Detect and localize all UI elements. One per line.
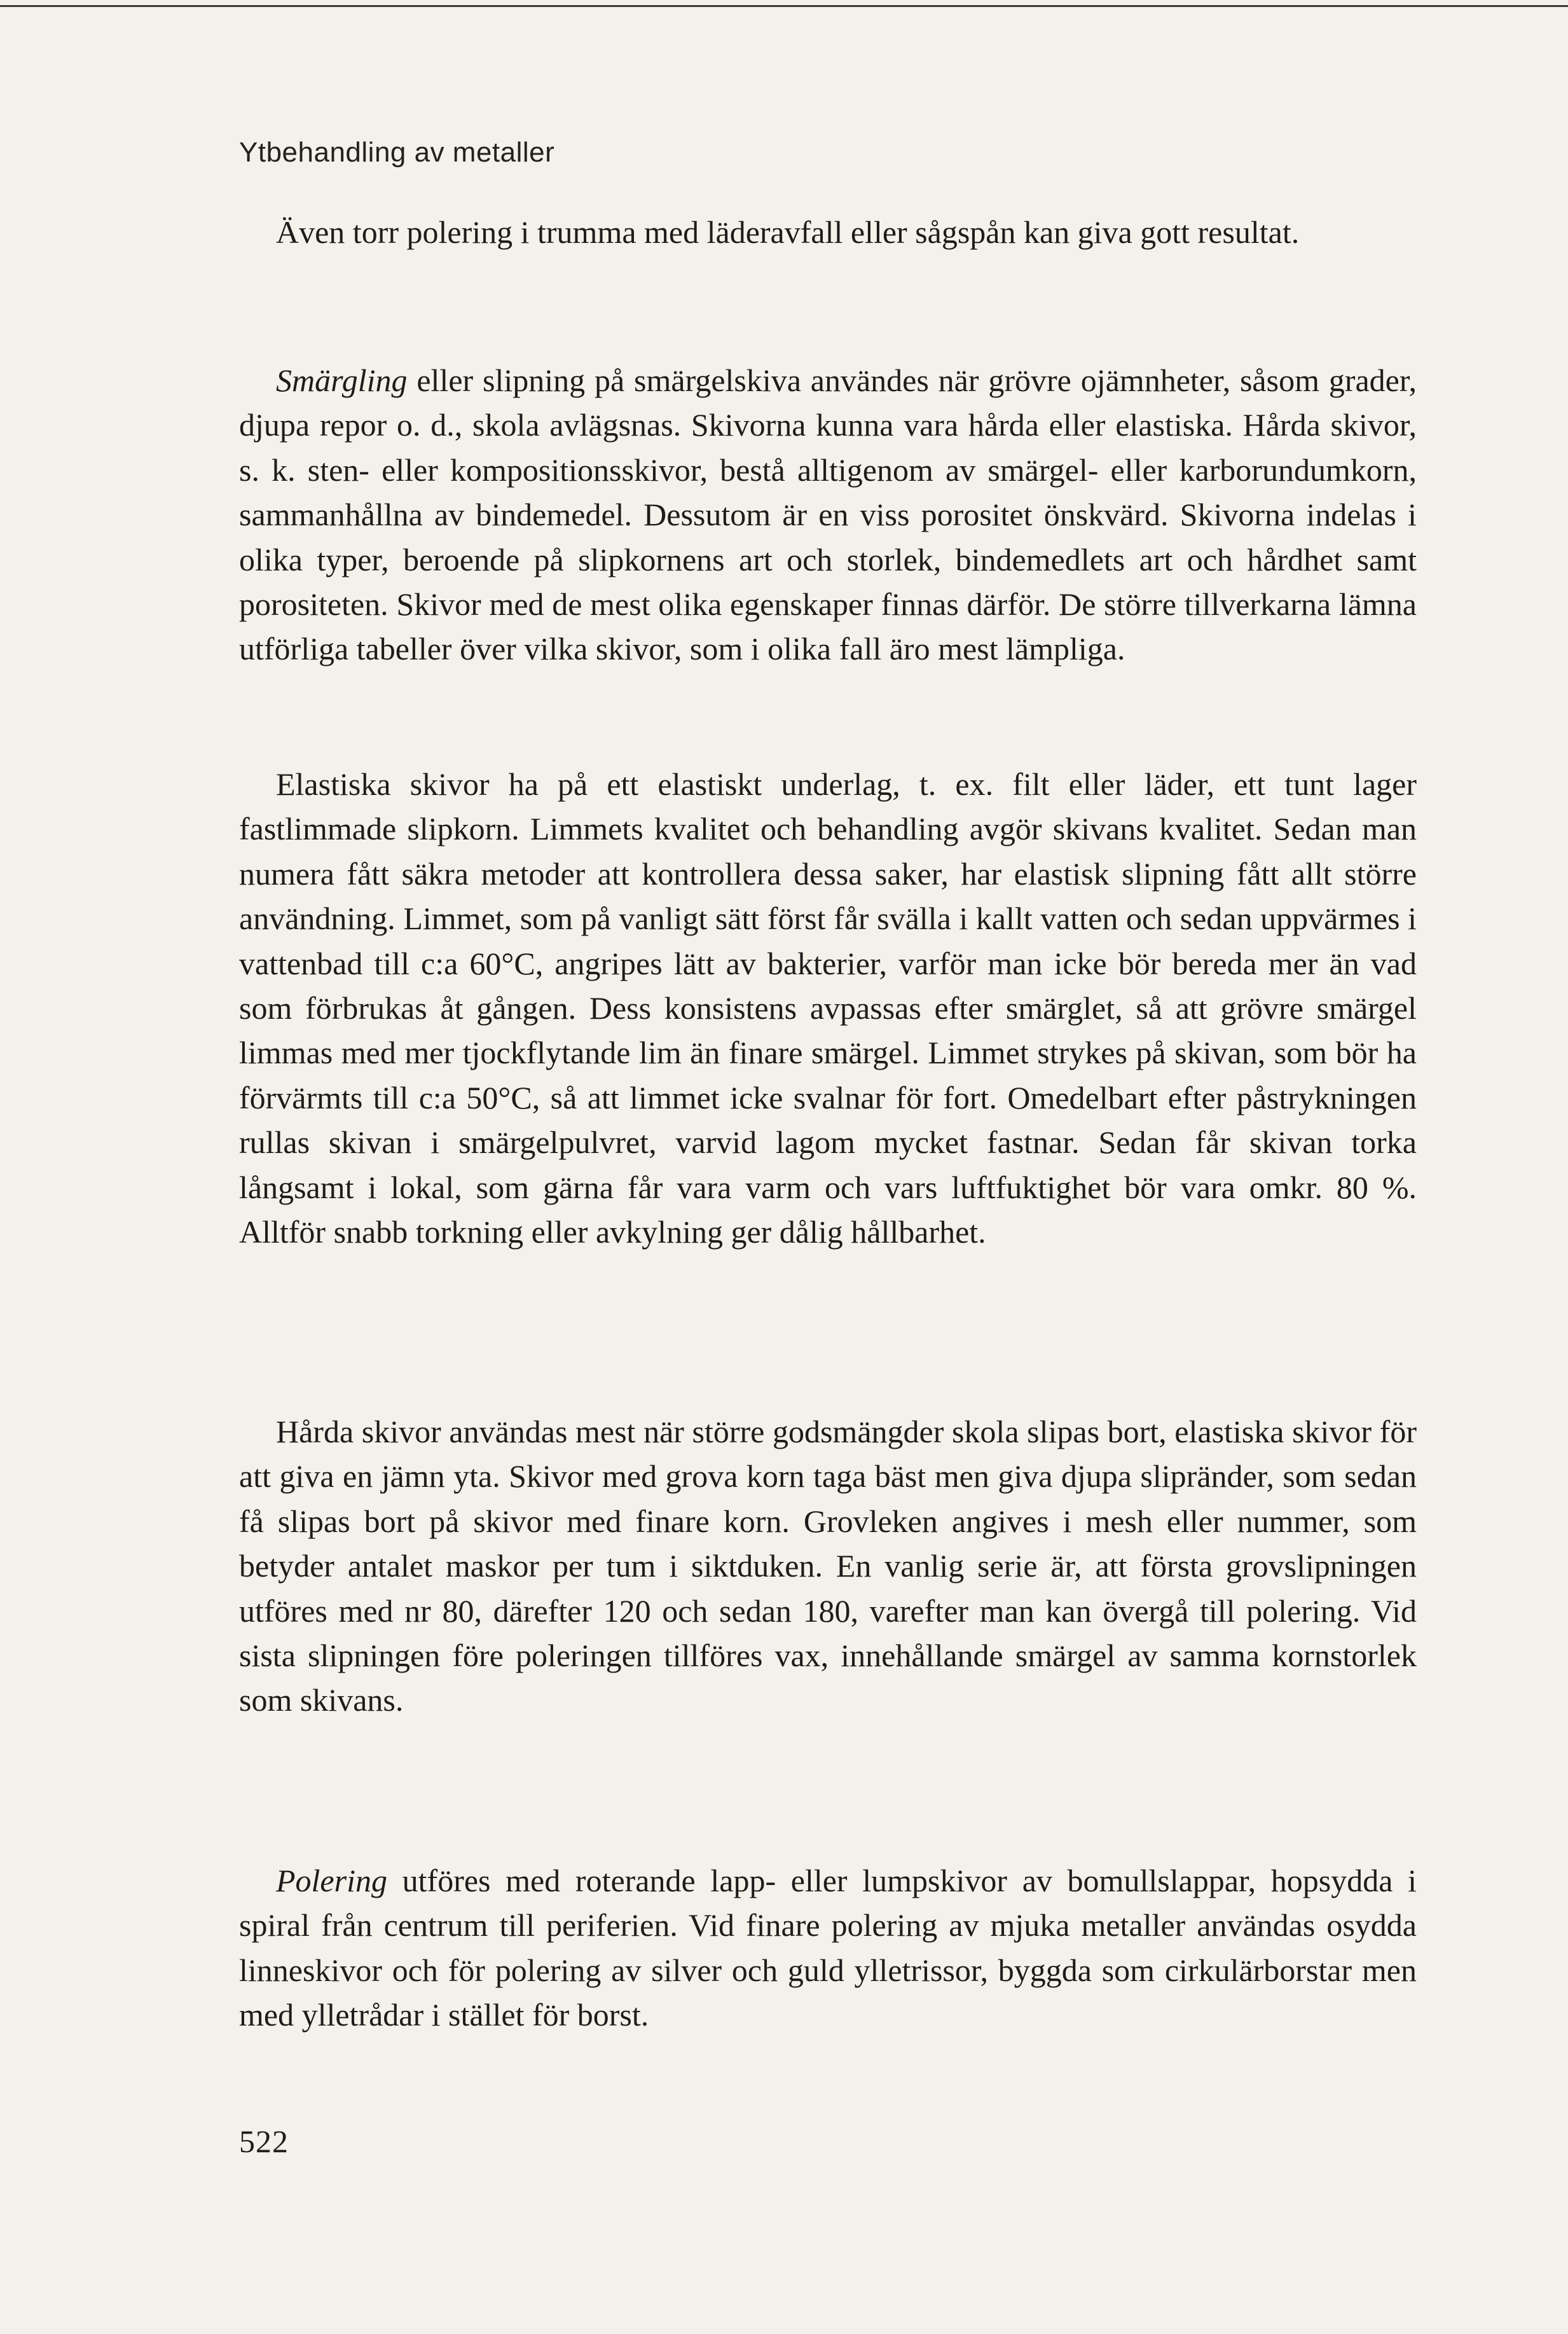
page-number: 522 <box>239 2123 289 2159</box>
paragraph-grinding <box>239 358 1417 672</box>
paragraph-polishing-body: utföres med roterande lapp- eller lumpskivor av bomullslappar, hopsydda i spiral från centrum till periferien. Vid finare polering av mjuka metaller användas osydda linneskivor och för polering av silver och guld ylletrissor, byggda som cirkulärborstar men med ylletrådar i stället för borst. <box>239 1863 1417 2033</box>
paragraph-tumble-polishing: Även torr polering i trumma med läderavfall eller sågspån kan giva gott resultat. <box>276 214 1300 250</box>
term-polering: Polering <box>276 1863 387 1898</box>
paragraph-polishing <box>239 1858 1417 2038</box>
top-edge-rule <box>0 5 1568 7</box>
running-title: Ytbehandling av metaller <box>239 137 555 168</box>
paragraph-elastic-wheels: Elastiska skivor ha på ett elastiskt underlag, t. ex. filt eller läder, ett tunt lager fastlimmade slipkorn. Limmets kvalitet och behandling avgör skivans kvalitet. Sedan man numera fått säkra metoder att kontrollera dessa saker, har elastisk slipning fått allt större användning. Limmet, som på vanligt sätt först får svälla i kallt vatten och sedan uppvärmes i vattenbad till c:a 60°C, angripes lätt av bakterier, varför man icke bör bereda mer än vad som förbrukas åt gången. Dess konsistens avpassas efter smärglet, så att grövre smärgel limmas med mer tjockflytande lim än finare smärgel. Limmet strykes på skivan, som bör ha förvärmts till c:a 50°C, så att limmet icke svalnar för fort. Omedelbart efter påstrykningen rullas skivan i smärgelpulvret, varvid lagom mycket fastnar. Sedan får skivan torka långsamt i lokal, som gärna får vara varm och vars luftfuktighet bör vara omkr. 80 %. Alltför snabb torkning eller avkylning ger dålig hållbarhet. <box>239 766 1417 1250</box>
paragraph-hard-wheels: Hårda skivor användas mest när större godsmängder skola slipas bort, elastiska skivor för att giva en jämn yta. Skivor med grova korn taga bäst men giva djupa slipränder, som sedan få slipas bort på skivor med finare korn. Grovleken angives i mesh eller nummer, som betyder antalet maskor per tum i siktduken. En vanlig serie är, att första grovslipningen utföres med nr 80, därefter 120 och sedan 180, varefter man kan övergå till polering. Vid sista slipningen före poleringen tillföres vax, innehållande smärgel av samma kornstorlek som skivans. <box>239 1414 1417 1718</box>
term-smargling: Smärgling <box>276 363 408 398</box>
paragraph-grinding-body: eller slipning på smärgelskiva användes när grövre ojämnheter, såsom grader, djupa repor o. d., skola avlägsnas. Skivorna kunna vara hårda eller elastiska. Hårda skivor, s. k. sten- eller kompositionsskivor, bestå alltigenom av smärgel- eller karborundumkorn, sammanhållna av bindemedel. Dessutom är en viss porositet önskvärd. Skivorna indelas i olika typer, beroende på slipkornens art och storlek, bindemedlets art och hårdhet samt porositeten. Skivor med de mest olika egenskaper finnas därför. De större tillverkarna lämna utförliga tabeller över vilka skivor, som i olika fall äro mest lämpliga. <box>239 363 1417 667</box>
